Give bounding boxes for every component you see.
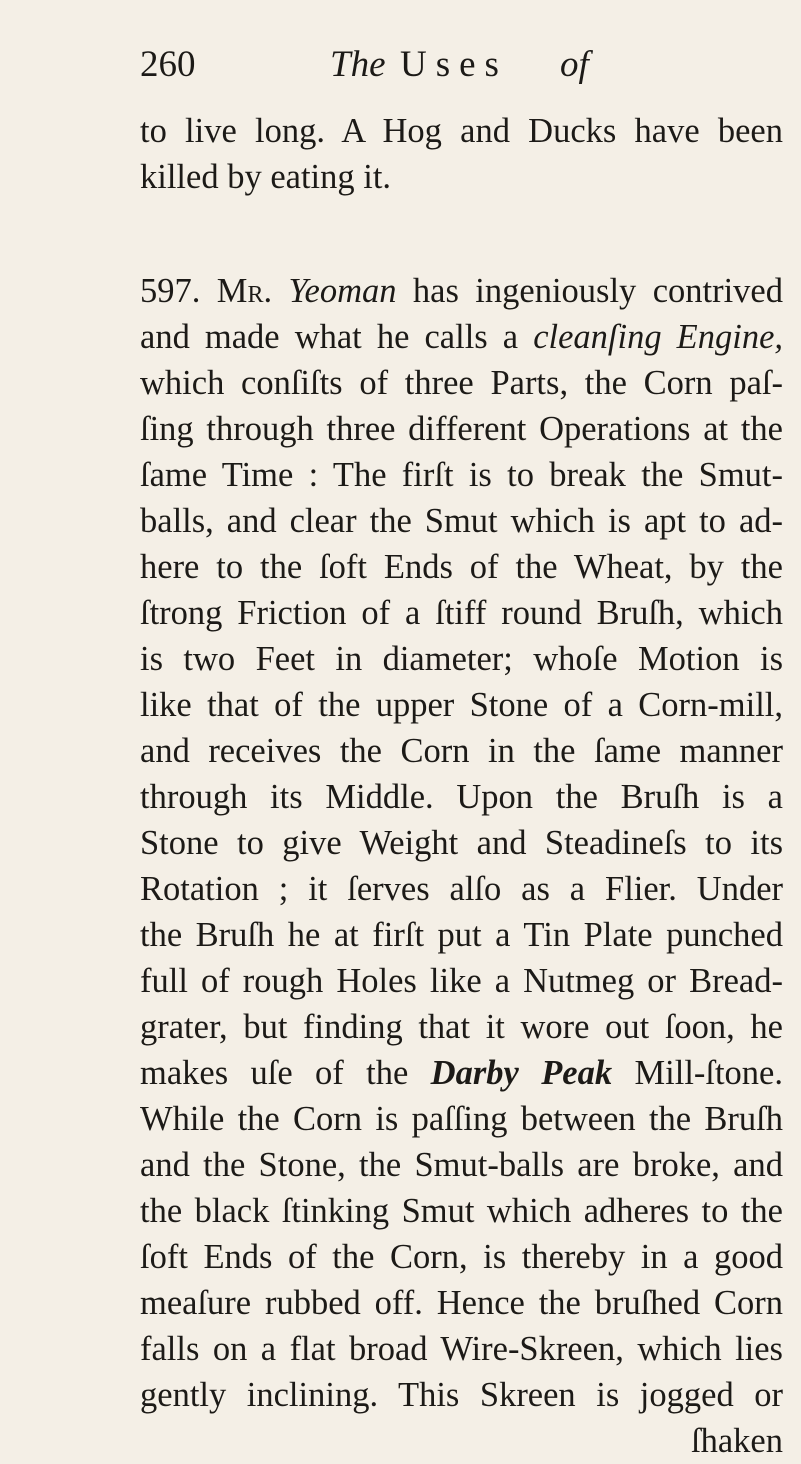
text-line: which conſiſts of three Parts, the Corn paſ- <box>140 364 783 402</box>
text-line: While the Corn is paſſing between the Bruſh <box>140 1100 783 1138</box>
person-name: Yeoman <box>288 272 397 310</box>
text-line: and the Stone, the Smut-balls are broke, and <box>140 1146 783 1184</box>
text-line: the black ſtinking Smut which adheres to the <box>140 1192 783 1230</box>
text-line: and receives the Corn in the ſame manner <box>140 732 783 770</box>
running-title-of: of <box>560 44 589 85</box>
italic-term: cleanſing Engine, <box>533 318 783 356</box>
text-line: the Bruſh he at firſt put a Tin Plate punched <box>140 916 783 954</box>
text-line: through its Middle. Upon the Bruſh is a <box>140 778 783 816</box>
text-line: meaſure rubbed off. Hence the bruſhed Corn <box>140 1284 783 1322</box>
running-title-uses: Uses <box>400 44 508 85</box>
text-line: Rotation ; it ſerves alſo as a Flier. Under <box>140 870 783 908</box>
page-number: 260 <box>140 44 196 85</box>
place-name: Darby Peak <box>430 1054 613 1092</box>
text-line <box>140 1050 783 1096</box>
text-line: killed by eating it. <box>140 158 392 196</box>
text-line: here to the ſoft Ends of the Wheat, by the <box>140 548 783 586</box>
text-line: ſoft Ends of the Corn, is thereby in a good <box>140 1238 783 1276</box>
text-line: falls on a flat broad Wire-Skreen, which lies <box>140 1330 783 1368</box>
text-fragment: Mill-ſtone. <box>634 1054 783 1092</box>
text-line: to live long. A Hog and Ducks have been <box>140 112 783 150</box>
text-fragment: has ingeniously contrived <box>412 272 783 310</box>
catchword: ſhaken <box>691 1422 783 1460</box>
text-fragment: and made what he calls a <box>140 318 519 356</box>
text-line: ſame Time : The firſt is to break the Smut- <box>140 456 783 494</box>
paragraph-number: 597. <box>140 272 201 310</box>
paragraph-597-first-line <box>140 268 783 314</box>
text-line: full of rough Holes like a Nutmeg or Bread- <box>140 962 783 1000</box>
text-line: grater, but finding that it wore out ſoon, he <box>140 1008 783 1046</box>
paragraph-gap <box>140 200 783 268</box>
text-line: Stone to give Weight and Steadineſs to its <box>140 824 783 862</box>
running-title-the: The <box>330 44 386 85</box>
text-line: like that of the upper Stone of a Corn-mill, <box>140 686 783 724</box>
text-fragment: makes uſe of the <box>140 1054 409 1092</box>
title-mr: Mr. <box>216 272 273 310</box>
text-line: gently inclining. This Skreen is jogged or <box>140 1376 783 1414</box>
text-line: ſtrong Friction of a ſtiff round Bruſh, which <box>140 594 783 632</box>
running-header <box>140 40 780 90</box>
text-line: balls, and clear the Smut which is apt to ad- <box>140 502 783 540</box>
text-line: ſing through three different Operations at the <box>140 410 783 448</box>
text-line <box>140 314 783 360</box>
body-text <box>140 108 783 1464</box>
text-line: is two Feet in diameter; whoſe Motion is <box>140 640 783 678</box>
